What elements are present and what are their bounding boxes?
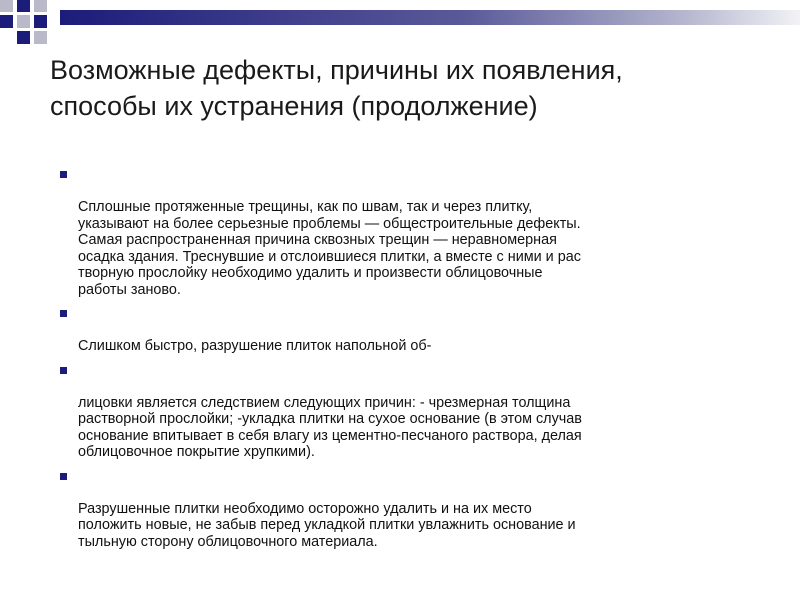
decor-square	[17, 15, 30, 28]
bullet-text: лицовки является следствием следующих причин: - чрезмерная толщина растворной прослойки; -укладка плитки на сухое основание (в этом случав основание впитывает в себя влагу из цементно-песчаного раствора, делая облицовочное покрытие хрупкими).	[78, 394, 582, 460]
decor-square	[34, 15, 47, 28]
decor-square	[34, 31, 47, 44]
decor-square	[17, 31, 30, 44]
header-decoration	[0, 0, 800, 60]
decor-square	[17, 0, 30, 12]
bullet-text: Сплошные протяженные трещины, как по швам, так и через плитку, указывают на более серьезные проблемы — общестроительные дефекты. Самая распространенная причина сквозных трещин — неравномерная осадка здания. Треснувшие и отслоившиеся плитки, а вместе с ними и рас творную прослойку необходимо удалить и произвести облицовочные работы заново.	[78, 199, 581, 298]
square-bullet-icon	[60, 367, 67, 374]
bullet-text: Слишком быстро, разрушение плиток напольной об-	[78, 338, 432, 354]
header-banner	[60, 10, 800, 25]
bullet-list	[60, 166, 740, 557]
decor-square	[0, 0, 13, 12]
slide-title: Возможные дефекты, причины их появления, способы их устранения (продолжение)	[50, 55, 623, 121]
square-bullet-icon	[60, 171, 67, 178]
decor-square	[34, 0, 47, 12]
decor-square	[0, 15, 13, 28]
bullet-text: Разрушенные плитки необходимо осторожно удалить и на их место положить новые, не забыв перед укладкой плитки увлажнить основание и тыльную сторону облицовочного материала.	[78, 500, 576, 550]
square-bullet-icon	[60, 310, 67, 317]
bullet-item	[60, 166, 740, 298]
bullet-item	[60, 468, 740, 551]
square-bullet-icon	[60, 473, 67, 480]
bullet-item	[60, 305, 740, 355]
bullet-item	[60, 362, 740, 461]
